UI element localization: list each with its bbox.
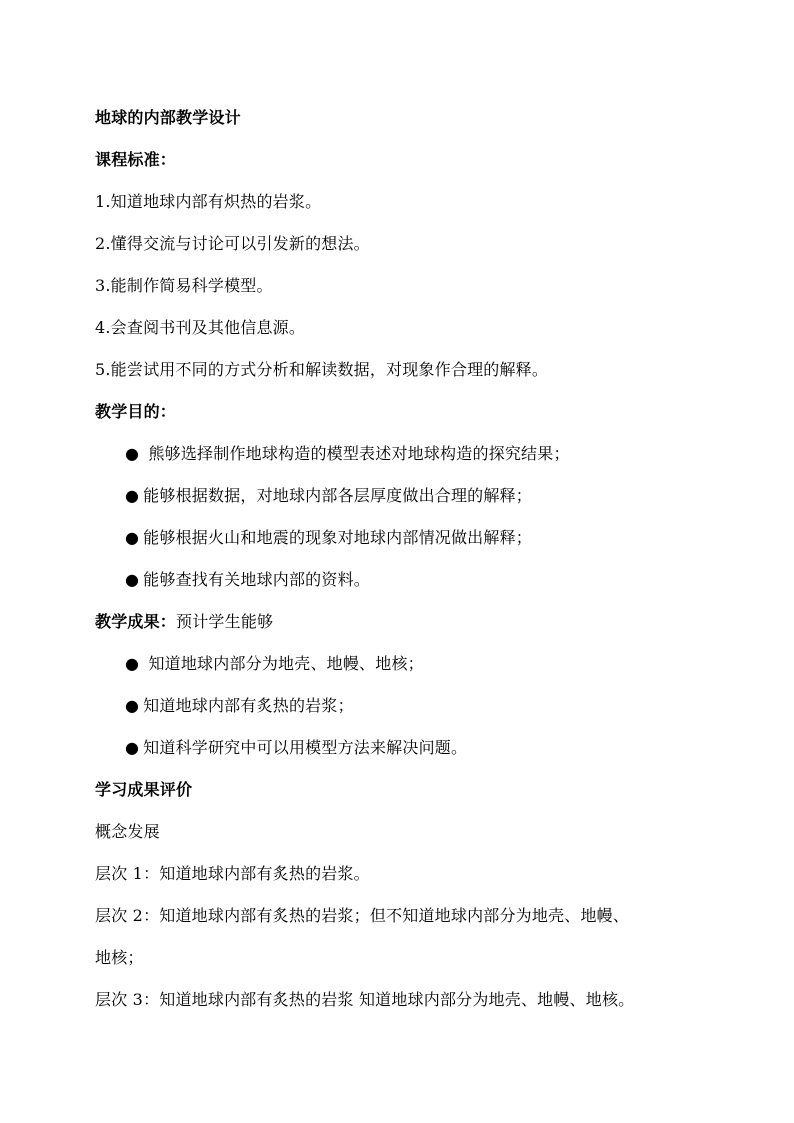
bullet-icon: ● [125,444,140,463]
outcome-item [125,654,424,674]
objective-item [125,444,570,464]
objective-item [125,486,532,506]
curriculum-item: 4.会查阅书刊及其他信息源。 [95,318,306,337]
objectives-heading: 教学目的： [95,402,177,421]
bullet-icon: ● [125,738,140,757]
outcomes-line [95,612,273,632]
curriculum-item: 5.能尝试用不同的方式分析和解读数据，对现象作合理的解释。 [95,360,549,379]
objective-item [125,570,370,590]
objective-text: 能够查找有关地球内部的资料。 [143,570,370,589]
level-item: 层次 3：知道地球内部有炙热的岩浆 知道地球内部分为地壳、地幔、地核。 [95,990,635,1009]
concept-label: 概念发展 [95,822,160,841]
outcome-item [125,696,354,716]
outcome-item [125,738,467,758]
curriculum-heading: 课程标准： [95,150,177,169]
curriculum-item: 1.知道地球内部有炽热的岩浆。 [95,192,322,211]
bullet-icon: ● [125,654,140,673]
curriculum-item: 2.懂得交流与讨论可以引发新的想法。 [95,234,370,253]
objective-item [125,528,532,548]
outcomes-intro: 预计学生能够 [176,612,274,631]
outcome-text: 知道地球内部有炙热的岩浆； [143,696,354,715]
document-title: 地球的内部教学设计 [95,108,241,127]
curriculum-item: 3.能制作简易科学模型。 [95,276,273,295]
outcome-text: 知道科学研究中可以用模型方法来解决问题。 [143,738,468,757]
bullet-icon: ● [125,528,140,547]
bullet-icon: ● [125,486,140,505]
outcomes-heading: 教学成果： [95,612,177,631]
level-item: 层次 1：知道地球内部有炙热的岩浆。 [95,864,370,883]
objective-text: 能够根据数据，对地球内部各层厚度做出合理的解释； [143,486,532,505]
level-item: 层次 2：知道地球内部有炙热的岩浆；但不知道地球内部分为地壳、地幔、 [95,906,630,925]
objective-text: 能够根据火山和地震的现象对地球内部情况做出解释； [143,528,532,547]
bullet-icon: ● [125,570,140,589]
level-item-continued: 地核； [95,948,144,967]
objective-text: 熊够选择制作地球构造的模型表述对地球构造的探究结果； [143,444,570,463]
bullet-icon: ● [125,696,140,715]
outcome-text: 知道地球内部分为地壳、地幔、地核； [143,654,424,673]
evaluation-heading: 学习成果评价 [95,780,193,799]
